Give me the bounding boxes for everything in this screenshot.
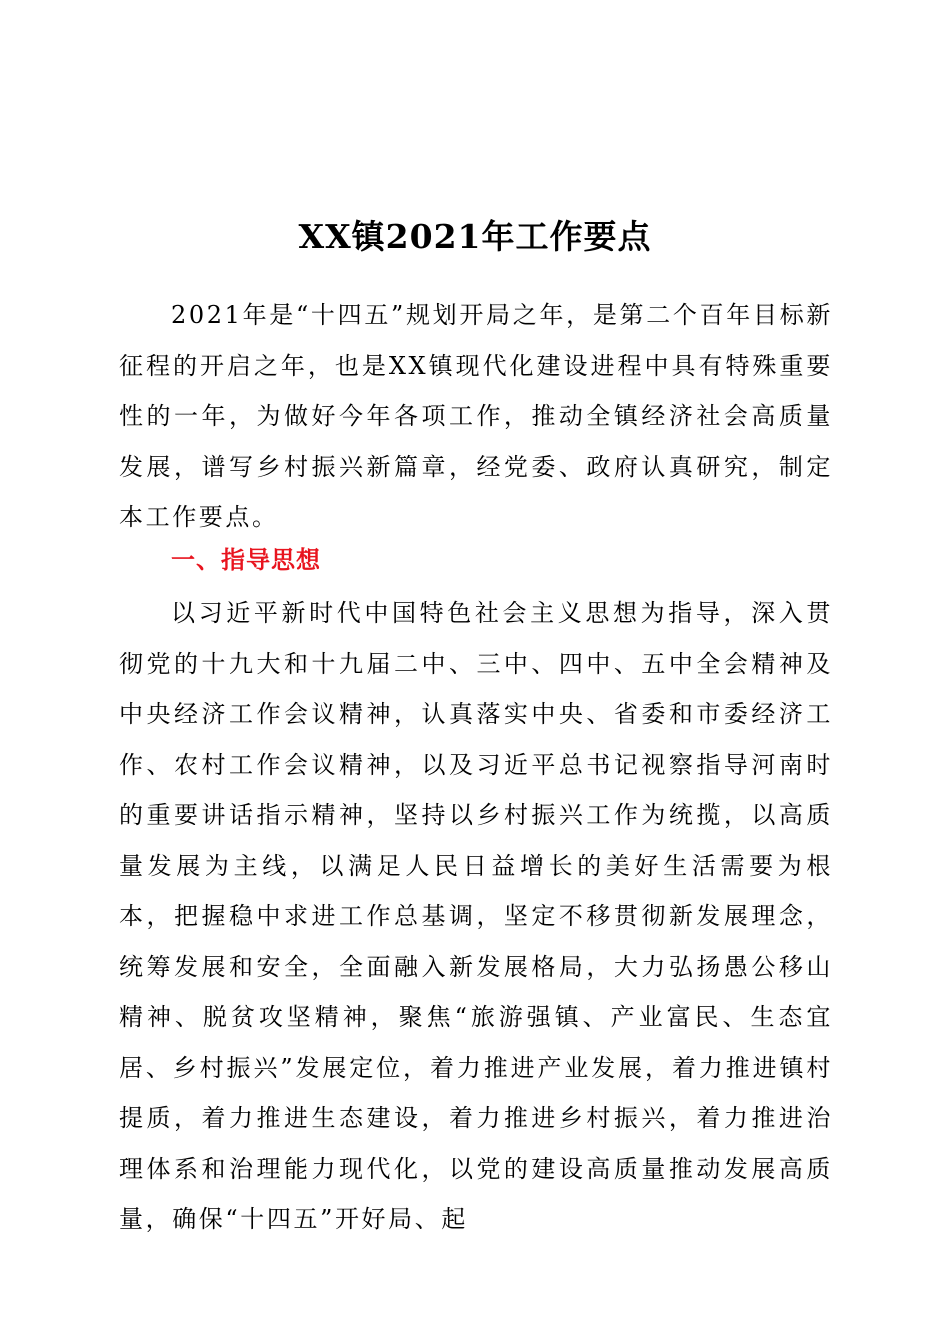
intro-paragraph: 2021年是“十四五”规划开局之年，是第二个百年目标新征程的开启之年，也是XX镇现代化建设进程中具有特殊重要性的一年，为做好今年各项工作，推动全镇经济社会高质量发展，谱写乡村振兴新篇章，经党委、政府认真研究，制定本工作要点。 (119, 301, 833, 531)
document-title: XX镇2021年工作要点 (298, 217, 652, 256)
section-heading-guiding-ideology: 一、指导思想 (171, 546, 321, 574)
section-paragraph-guiding-ideology: 以习近平新时代中国特色社会主义思想为指导，深入贯彻党的十九大和十九届二中、三中、四中、五中全会精神及中央经济工作会议精神，认真落实中央、省委和市委经济工作、农村工作会议精神，以及习近平总书记视察指导河南时的重要讲话指示精神，坚持以乡村振兴工作为统揽，以高质量发展为主线，以满足人民日益增长的美好生活需要为根本，把握稳中求进工作总基调，坚定不移贯彻新发展理念，统筹发展和安全，全面融入新发展格局，大力弘扬愚公移山精神、脱贫攻坚精神，聚焦“旅游强镇、产业富民、生态宜居、乡村振兴”发展定位，着力推进产业发展，着力推进镇村提质，着力推进生态建设，着力推进乡村振兴，着力推进治理体系和治理能力现代化，以党的建设高质量推动发展高质量，确保“十四五”开好局、起 (119, 599, 833, 1233)
